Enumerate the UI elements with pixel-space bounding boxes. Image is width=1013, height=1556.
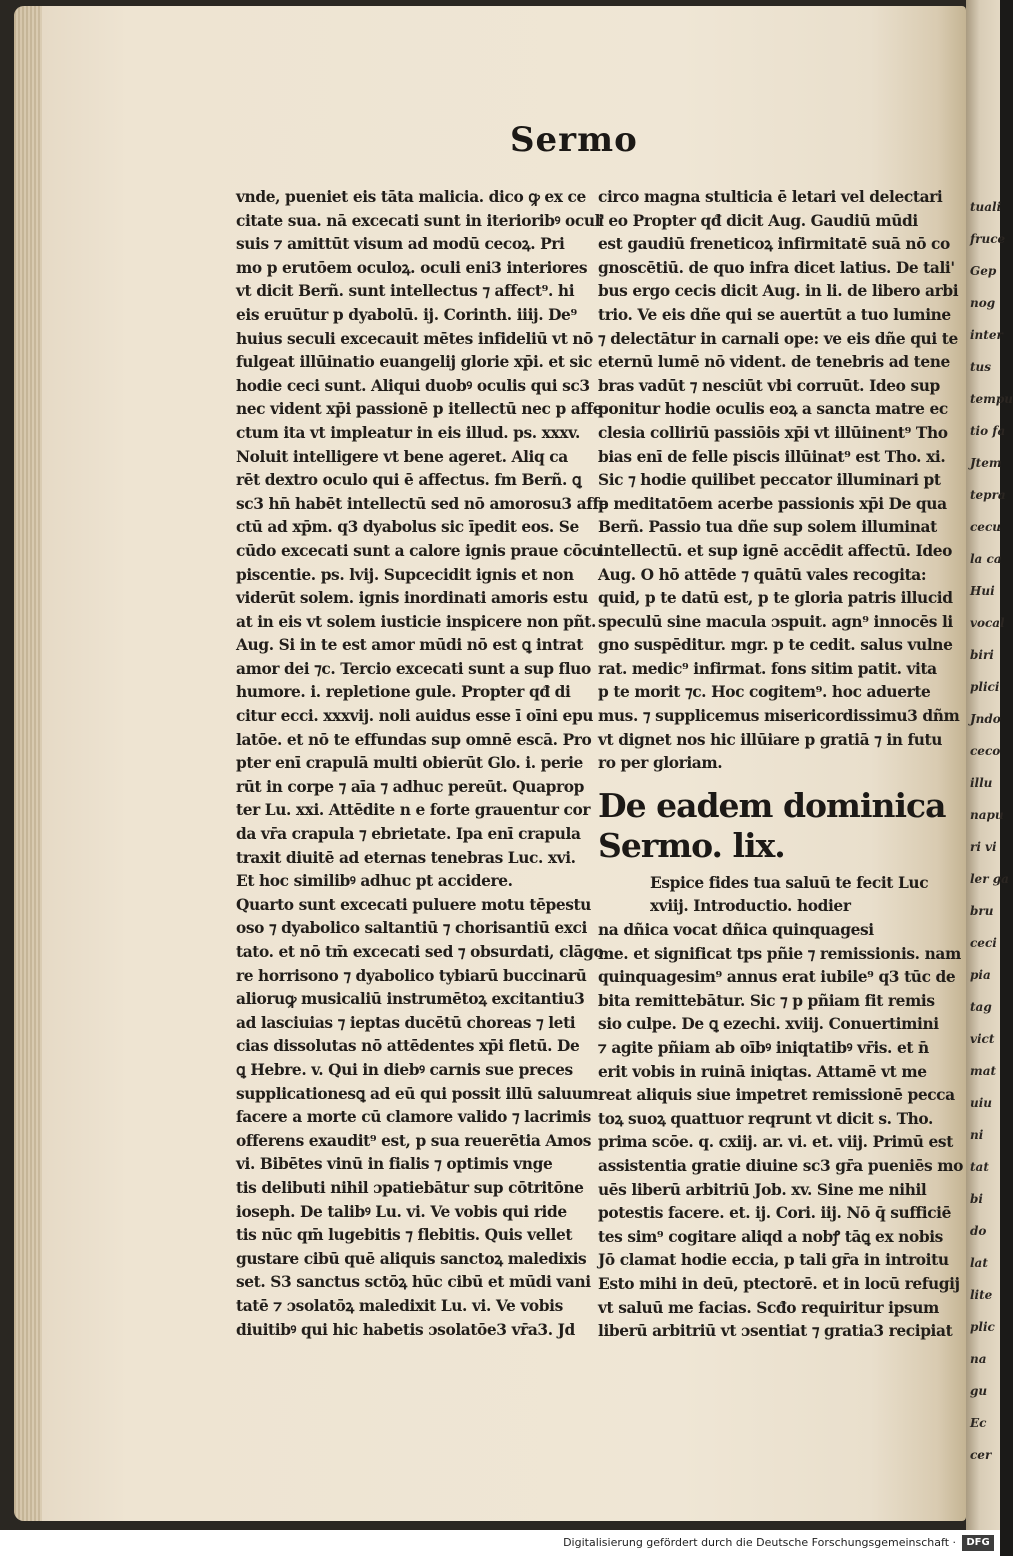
text-line: vi. Bibētes vinū in fialis ⁊ optimis vnge: [236, 1155, 553, 1174]
text-line: gustare cibū quē aliquis sanctoꝝ maledixis: [236, 1249, 587, 1268]
text-line: ioseph. De talibꝰ Lu. vi. Ve vobis qui ride: [236, 1202, 567, 1221]
text-line: bita remittebātur. Sic ⁊ p pñiam fit remis: [598, 991, 935, 1010]
adjacent-page-fragment: illu: [970, 776, 993, 790]
text-line: ter Lu. xxi. Attēdite n e forte grauentur cor: [236, 801, 591, 820]
text-line: Jō clamat hodie eccia, p tali gr̄a in introitu: [598, 1251, 949, 1270]
text-line: bras vadūt ⁊ nesciūt vbi corruūt. Ideo sup: [598, 376, 940, 395]
text-line: amor dei ⁊c. Tercio excecati sunt a sup fluo: [236, 659, 591, 678]
adjacent-page-fragment: vict: [970, 1032, 995, 1046]
text-line: circo magna stulticia ē letari vel delectari: [598, 188, 943, 206]
text-line: at in eis vt solem iusticie inspicere non pñt.: [236, 612, 596, 631]
text-line: Sic ⁊ hodie quilibet peccator illuminari pt: [598, 471, 941, 490]
text-line: Et hoc similibꝰ adhuc pt accidere.: [236, 872, 513, 891]
text-line: hodie ceci sunt. Aliqui duobꝰ oculis qui sc3: [236, 376, 590, 395]
adjacent-page-fragment: fruce: [970, 232, 1006, 246]
text-line: ⁊ agite pñiam ab oībꝰ iniqtatibꝰ vr̄is. et n̄: [598, 1039, 929, 1057]
text-line: rat. medic⁹ infirmat. fons sitim patit. vita: [598, 659, 937, 678]
adjacent-page-fragment: do: [970, 1224, 987, 1238]
adjacent-page-fragment: Hui: [970, 584, 995, 598]
text-line: na dñica vocat dñica quinquagesi: [598, 921, 874, 940]
text-line: gnoscētiū. de quo infra dicet latius. De tali': [598, 258, 955, 277]
text-line: supplicationesꝗ ad eū qui possit illū saluum: [236, 1084, 599, 1103]
text-line: huius seculi excecauit mētes infideliū vt nō: [236, 329, 594, 348]
text-line: Noluit intelligere vt bene ageret. Aliq ca: [236, 447, 568, 466]
text-line: re horrisono ⁊ dyabolico tybiarū buccinarū: [236, 966, 587, 985]
text-line: cūdo excecati sunt a calore ignis praue cōcu: [236, 541, 602, 560]
text-line: ro per gloriam.: [598, 754, 723, 773]
text-line: mus. ⁊ supplicemus misericordissimu3 dñm: [598, 707, 960, 726]
adjacent-page-fragment: tus: [970, 360, 992, 374]
text-line: p te morit ⁊c. Hoc cogitem⁹. hoc aduerte: [598, 683, 931, 702]
adjacent-page-fragment: ler ga: [970, 872, 1009, 886]
text-column-left: [236, 186, 609, 1342]
text-line: latōe. et nō te effundas sup omnē escā. Pro: [236, 730, 592, 749]
funding-credit: Digitalisierung gefördert durch die Deutsche Forschungsgemeinschaft ·: [563, 1536, 956, 1549]
text-line: reat aliquis siue impetret remissionē pecca: [598, 1086, 955, 1105]
text-line: xviij. Introductio. hodier: [650, 897, 851, 916]
text-line: Espice fides tua saluū te fecit Luc: [650, 873, 929, 892]
adjacent-page-fragment: plici: [970, 680, 1000, 694]
text-line: quid, p te datū est, p te gloria patris illucid: [598, 589, 953, 608]
text-line: tes sim⁹ cogitare aliqd a nobꝭ tāꝗ ex nobis: [598, 1227, 943, 1246]
text-line: rūt in corpe ⁊ aīa ⁊ adhuc pereūt. Quaprop: [236, 777, 584, 796]
text-line: tatē ⁊ ɔsolatōꝝ maledixit Lu. vi. Ve vobis: [236, 1296, 563, 1315]
adjacent-page-fragment: ceci: [970, 936, 997, 950]
adjacent-page-fragment: tempu: [970, 392, 1013, 406]
text-line: piscentie. ps. lvij. Supcecidit ignis et non: [236, 565, 574, 584]
text-line: p meditatōem acerbe passionis xp̄i De qua: [598, 494, 947, 513]
text-column-right: [598, 186, 963, 1344]
page-edge-stack: [14, 6, 42, 1521]
text-line: fulgeat illūinatio euangelij glorie xp̄i. et sic: [236, 353, 593, 372]
text-line: facere a morte cū clamore valido ⁊ lacrimis: [236, 1108, 591, 1127]
text-line: oso ⁊ dyabolico saltantiū ⁊ chorisantiū exci: [236, 919, 587, 938]
adjacent-page-fragment: Jndo: [970, 712, 1001, 726]
adjacent-page-fragment: tat: [970, 1160, 989, 1174]
text-line: me. et significat tps pñie ⁊ remissionis. nam: [598, 944, 961, 963]
text-line: viderūt solem. ignis inordinati amoris estu: [236, 589, 588, 608]
adjacent-page-fragment: la ca: [970, 552, 1002, 566]
text-line: rēt dextro oculo qui ē affectus. fm Berñ. ꝗ: [236, 471, 582, 490]
text-line: quinquagesim⁹ annus erat iubile⁹ q3 tūc de: [598, 968, 956, 987]
text-line: suis ⁊ amittūt visum ad modū cecoꝝ. Pri: [236, 235, 565, 254]
text-line: Berñ. Passio tua dñe sup solem illuminat: [598, 518, 937, 537]
adjacent-page-fragment: bi: [970, 1192, 983, 1206]
text-column-right-bottom: [598, 872, 963, 1344]
text-line: eternū lumē nō vident. de tenebris ad tene: [598, 353, 950, 372]
adjacent-page-fragment: na: [970, 1352, 987, 1366]
text-column-right-top: [598, 186, 960, 776]
text-line: toꝝ suoꝝ quattuor reqrunt vt dicit s. Tho.: [598, 1109, 933, 1128]
text-line: uēs liberū arbitriū Job. xv. Sine me nihil: [598, 1180, 927, 1199]
text-line: intellectū. et sup ignē accēdit affectū. Ideo: [598, 541, 952, 560]
adjacent-page-fragment: uiu: [970, 1096, 993, 1110]
text-line: vt saluū me facias. Scđo requiritur ipsum: [598, 1298, 939, 1317]
text-line: tis nūc qm̄ lugebitis ⁊ flebitis. Quis vellet: [236, 1226, 573, 1245]
text-line: ad lasciuias ⁊ ieptas ducētū choreas ⁊ leti: [236, 1013, 576, 1032]
footer-bar: [0, 1530, 1000, 1556]
adjacent-page-fragment: tuali: [970, 200, 1002, 214]
adjacent-page-fragment: Ec: [970, 1416, 987, 1430]
adjacent-page-fragment: gu: [970, 1384, 988, 1398]
text-line: vnde, pueniet eis tāta malicia. dico ꝙ ex ce: [236, 188, 586, 206]
adjacent-page-fragment: inter: [970, 328, 1003, 342]
adjacent-page-fragment: tio fa: [970, 424, 1006, 438]
text-line: Quarto sunt excecati puluere motu tēpestu: [236, 895, 591, 914]
text-line: da vr̄a crapula ⁊ ebrietate. Ipa enī crapula: [236, 825, 581, 844]
adjacent-page-fragment: Jtem: [970, 456, 1002, 470]
text-line: Aug. Si in te est amor mūdi nō est ꝗ intrat: [236, 636, 583, 655]
adjacent-page-fragment: bru: [970, 904, 994, 918]
adjacent-page-fragment: plic: [970, 1320, 995, 1334]
text-line: est gaudiū freneticoꝝ infirmitatē suā nō co: [598, 235, 950, 254]
text-line: pter enī crapulā multi obierūt Glo. i. perie: [236, 754, 583, 773]
text-line: trio. Ve eis dñe qui se auertūt a tuo lumine: [598, 305, 951, 324]
text-line: prima scōe. q. cxiij. ar. vi. et. viij. Primū est: [598, 1133, 953, 1152]
adjacent-page-fragment: cecu: [970, 520, 1001, 534]
text-line: cias dissolutas nō attēdentes xp̄i fletū. De: [236, 1037, 580, 1056]
adjacent-page-fragment: ni: [970, 1128, 984, 1142]
text-line: erit vobis in ruinā iniqtas. Attamē vt me: [598, 1062, 927, 1081]
adjacent-page-fragment: lat: [970, 1256, 988, 1270]
text-line: offerens exaudit⁹ est, p sua reuerētia Amos: [236, 1131, 591, 1150]
running-head: Sermo: [510, 120, 638, 160]
text-line: alioruꝙ musicaliū instrumētoꝝ excitantiu3: [236, 990, 585, 1009]
adjacent-page-fragment: ceco: [970, 744, 1001, 758]
text-line: nec vident xp̄i passionē p itellectū nec p affe: [236, 400, 603, 419]
text-line: bias enī de felle piscis illūinat⁹ est Tho. xi.: [598, 447, 946, 466]
adjacent-page-fragment: tepra: [970, 488, 1006, 502]
text-line: vt dicit Berñ. sunt intellectus ⁊ affect⁹. hi: [236, 282, 575, 301]
sermon-heading-line1: De eadem dominica: [598, 785, 946, 825]
sermon-heading-line2: Sermo. lix.: [598, 825, 785, 865]
text-line: ⁊ delectātur in carnali ope: ve eis dñe qui te: [598, 329, 958, 348]
adjacent-page-fragment: Gep: [970, 264, 997, 278]
text-line: eis eruūtur p dyabolū. ij. Corinth. iiij. De⁹: [236, 305, 577, 324]
adjacent-page-strip: [966, 0, 1013, 1530]
adjacent-page-fragment: nog: [970, 296, 996, 310]
sermon-heading: [598, 785, 946, 866]
text-line: ctū ad xp̄m. q3 dyabolus sic īpedit eos. Se: [236, 518, 579, 537]
dfg-logo: DFG: [962, 1535, 994, 1551]
adjacent-page-fragment: lite: [970, 1288, 993, 1302]
adjacent-page-fragment: vocal: [970, 616, 1005, 630]
adjacent-page-fragment: mat: [970, 1064, 997, 1078]
text-line: traxit diuitē ad eternas tenebras Luc. xvi.: [236, 848, 576, 867]
text-line: liberū arbitriū vt ɔsentiat ⁊ gratia3 recipiat: [598, 1322, 953, 1341]
text-line: gno suspēditur. mgr. p te cedit. salus vulne: [598, 636, 953, 655]
text-line: vt dignet nos hic illūiare p gratiā ⁊ in futu: [598, 730, 943, 749]
text-line: ꝗ Hebre. v. Qui in diebꝰ carnis sue preces: [236, 1060, 573, 1079]
text-line: sio culpe. De ꝗ ezechi. xviij. Conuertimini: [598, 1015, 939, 1034]
text-line: i eo Propter qđ dicit Aug. Gaudiū mūdi: [598, 211, 918, 230]
text-line: ctum ita vt impleatur in eis illud. ps. xxxv.: [236, 423, 580, 442]
adjacent-page-fragment: biri: [970, 648, 994, 662]
adjacent-page-fragment: tag: [970, 1000, 992, 1014]
text-line: tato. et nō tm̄ excecati sed ⁊ obsurdati, clāgo: [236, 943, 604, 961]
text-line: speculū sine macula ɔspuit. agn⁹ innocēs li: [598, 612, 953, 631]
text-line: bus ergo cecis dicit Aug. in li. de libero arbi: [598, 282, 959, 301]
adjacent-page-fragment: pia: [970, 968, 991, 982]
adjacent-page-fragment: ri vi: [970, 840, 997, 854]
text-line: potestis facere. et. ij. Cori. iij. Nō q̄ sufficiē: [598, 1204, 952, 1223]
text-line: humore. i. repletione gule. Propter qđ di: [236, 683, 571, 702]
text-line: set. S3 sanctus sctōꝝ hūc cibū et mūdi vani: [236, 1273, 591, 1292]
text-line: citur ecci. xxxvij. noli auidus esse ī oīni epu: [236, 707, 594, 726]
adjacent-page-fragment: cer: [970, 1448, 992, 1462]
text-line: Aug. O hō attēde ⁊ quātū vales recogita:: [598, 565, 927, 584]
text-line: assistentia gratie diuine sc3 gr̄a pueniēs mo: [598, 1156, 963, 1175]
adjacent-page-fragment: napu: [970, 808, 1004, 822]
text-line: sc3 hn̄ habēt intellectū sed nō amorosu3 affe: [236, 494, 609, 513]
text-line: clesia colliriū passiōis xp̄i vt illūinent⁹ Tho: [598, 423, 948, 442]
text-line: ponitur hodie oculis eoꝝ a sancta matre ec: [598, 400, 948, 419]
text-line: diuitibꝰ qui hic habetis ɔsolatōe3 vr̄a3. Jd: [236, 1320, 575, 1339]
text-line: tis delibuti nihil ɔpatiebātur sup cōtritōne: [236, 1178, 584, 1197]
text-line: citate sua. nā excecati sunt in iterioribꝰ ocul': [236, 211, 605, 230]
text-line: Esto mihi in deū, ptectorē. et in locū refugij: [598, 1274, 960, 1293]
text-line: mo p erutōem oculoꝝ. oculi eni3 interiores: [236, 258, 588, 277]
